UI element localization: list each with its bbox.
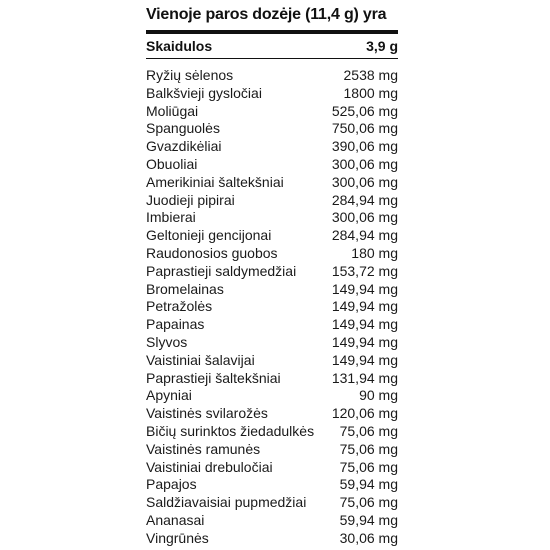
ingredient-amount: 284,94 mg (331, 191, 398, 208)
ingredient-name: Vaistiniai šalavijai (146, 351, 255, 368)
header-ingredient-name: Skaidulos (146, 38, 213, 54)
ingredient-name: Amerikiniai šaltekšniai (146, 173, 284, 190)
ingredient-row (146, 192, 398, 210)
ingredient-row (146, 405, 398, 423)
ingredient-amount: 153,72 mg (331, 262, 398, 279)
ingredient-amount: 149,94 mg (331, 298, 398, 315)
ingredient-row (146, 459, 398, 477)
ingredient-amount: 120,06 mg (331, 405, 398, 422)
ingredient-name: Ananasai (146, 511, 205, 528)
ingredient-amount: 90 mg (359, 387, 398, 404)
ingredient-row (146, 441, 398, 459)
ingredient-name: Papajos (146, 476, 197, 493)
ingredient-name: Ryžių sėlenos (146, 67, 234, 83)
ingredient-row (146, 67, 398, 85)
ingredient-name: Vingrūnės (146, 529, 209, 546)
ingredient-amount: 149,94 mg (331, 316, 398, 333)
ingredient-row (146, 245, 398, 263)
ingredient-row (146, 370, 398, 388)
panel-title: Vienoje paros dozėje (11,4 g) yra (146, 6, 387, 23)
ingredient-name: Obuoliai (146, 155, 198, 172)
ingredient-amount: 284,94 mg (331, 227, 398, 244)
ingredient-name: Bromelainas (146, 280, 224, 297)
ingredient-amount: 300,06 mg (331, 209, 398, 226)
ingredient-amount: 1800 mg (343, 84, 398, 101)
ingredient-amount: 149,94 mg (331, 351, 398, 368)
ingredient-row (146, 423, 398, 441)
header-rule (146, 58, 398, 59)
ingredient-name: Paprastieji šaltekšniai (146, 369, 281, 386)
ingredient-amount: 300,06 mg (331, 155, 398, 172)
ingredient-row (146, 476, 398, 494)
ingredient-name: Spanguolės (146, 120, 220, 137)
ingredient-row (146, 227, 398, 245)
ingredient-name: Vaistiniai drebuločiai (146, 458, 273, 475)
ingredient-row (146, 316, 398, 334)
ingredient-row (146, 138, 398, 156)
ingredient-name: Petražolės (146, 298, 213, 315)
ingredient-row (146, 209, 398, 227)
ingredient-name: Bičių surinktos žiedadulkės (146, 422, 315, 439)
ingredient-name: Paprastieji saldymedžiai (146, 262, 297, 279)
ingredient-row (146, 103, 398, 121)
ingredient-name: Saldžiavaisiai pupmedžiai (146, 494, 307, 511)
ingredient-amount: 59,94 mg (339, 476, 398, 493)
ingredient-amount: 75,06 mg (339, 494, 398, 511)
ingredient-amount: 525,06 mg (331, 102, 398, 119)
ingredient-name: Gvazdikėliai (146, 138, 222, 155)
ingredient-row (146, 281, 398, 299)
ingredient-row (146, 120, 398, 138)
ingredient-name: Slyvos (146, 333, 188, 350)
ingredient-row (146, 263, 398, 281)
ingredient-row (146, 387, 398, 405)
ingredient-name: Imbierai (146, 209, 196, 226)
ingredient-row (146, 156, 398, 174)
ingredient-name: Raudonosios guobos (146, 244, 278, 261)
ingredient-row (146, 334, 398, 352)
ingredient-amount: 75,06 mg (339, 440, 398, 457)
ingredient-row (146, 174, 398, 192)
ingredient-amount: 2538 mg (343, 67, 398, 83)
ingredient-amount: 75,06 mg (339, 458, 398, 475)
supplement-facts-panel (146, 0, 398, 548)
ingredient-amount: 149,94 mg (331, 333, 398, 350)
ingredient-name: Papainas (146, 316, 205, 333)
ingredient-row (146, 530, 398, 548)
ingredient-amount: 75,06 mg (339, 422, 398, 439)
ingredient-name: Apyniai (146, 387, 192, 404)
ingredient-amount: 131,94 mg (331, 369, 398, 386)
ingredient-amount: 180 mg (351, 244, 398, 261)
ingredient-name: Vaistinės ramunės (146, 440, 261, 457)
ingredient-name: Juodieji pipirai (146, 191, 235, 208)
ingredient-row (146, 352, 398, 370)
ingredient-amount: 59,94 mg (339, 511, 398, 528)
ingredient-row (146, 494, 398, 512)
ingredient-amount: 30,06 mg (339, 529, 398, 546)
ingredient-amount: 149,94 mg (331, 280, 398, 297)
ingredient-name: Vaistinės svilarožės (146, 405, 268, 422)
ingredient-row (146, 298, 398, 316)
ingredient-amount: 750,06 mg (331, 120, 398, 137)
ingredient-list (146, 67, 398, 548)
ingredient-amount: 390,06 mg (331, 138, 398, 155)
ingredient-amount: 300,06 mg (331, 173, 398, 190)
ingredient-name: Geltonieji gencijonai (146, 227, 272, 244)
ingredient-name: Moliūgai (146, 102, 199, 119)
header-row (146, 34, 398, 58)
ingredient-name: Balkšvieji gysločiai (146, 84, 262, 101)
header-ingredient-value: 3,9 g (366, 38, 398, 54)
ingredient-row (146, 512, 398, 530)
ingredient-row (146, 85, 398, 103)
